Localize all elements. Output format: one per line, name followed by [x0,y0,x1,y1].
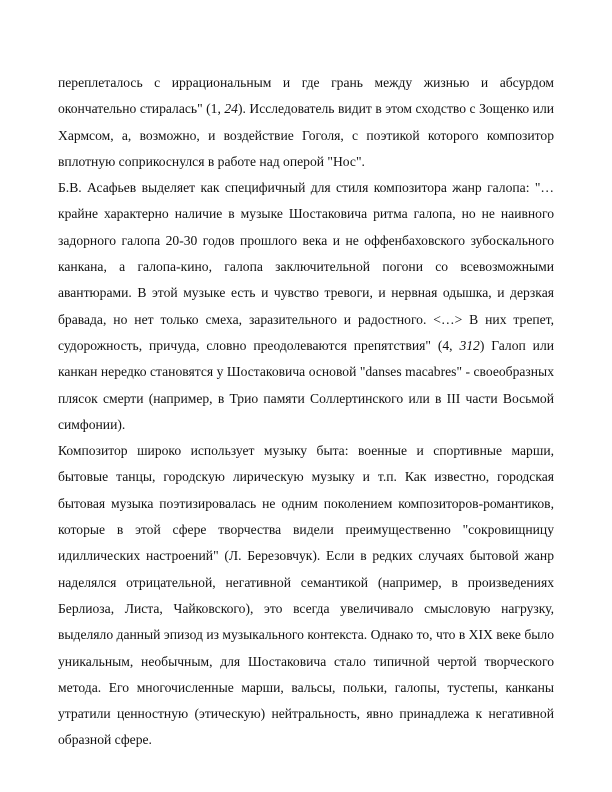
citation-page-24: 24 [224,101,238,117]
paragraph-3 [58,438,554,754]
paragraph-1 [58,70,554,175]
paragraph-2-text-b: ) Галоп или канкан нередко становятся у Шостаковича основой "danses macabres" - своеобразных плясок смерти (например, в Трио памяти Соллертинского или в III части Восьмой симфонии). [58,337,554,432]
citation-page-312: 312 [459,337,480,353]
body-text [58,70,554,754]
paragraph-2 [58,175,554,438]
paragraph-1-text-b: ). Исследователь видит в этом сходство с Зощенко или Хармсом, а, возможно, и воздействие Гоголя, с поэтикой которого композитор вплотную соприкоснулся в работе над оперой "Нос". [58,101,554,169]
paragraph-2-text-a: Б.В. Асафьев выделяет как специфичный для стиля композитора жанр галопа: "… крайне характерно наличие в музыке Шостаковича ритма галопа, но не наивного задорного галопа 20-30 годов прошлого века и не оффенбаховского зубоскального канкана, а галопа-кино, галопа заключительной погони со всевозможными авантюрами. В этой музыке есть и чувство тревоги, и нервная одышка, и дерзкая бравада, но нет только смеха, заразительного и радостного. <…> В них трепет, судорожность, причуда, словно преодолеваются препятствия" (4, [58,180,554,353]
paragraph-3-text: Композитор широко использует музыку быта: военные и спортивные марши, бытовые танцы, городскую лирическую музыку и т.п. Как известно, городская бытовая музыка поэтизировалась не одним поколением композиторов-романтиков, которые в этой сфере творчества видели преимущественно "сокровищницу идиллических настроений" (Л. Березовчук). Если в редких случаях бытовой жанр наделялся отрицательной, негативной семантикой (например, в произведениях Берлиоза, Листа, Чайковского), это всегда увеличивало смысловую нагрузку, выделяло данный эпизод из музыкального контекста. Однако то, что в XIX веке было уникальным, необычным, для Шостаковича стало типичной чертой творческого метода. Его многочисленные марши, вальсы, польки, галопы, тустепы, канканы утратили ценностную (этическую) нейтральность, явно принадлежа к негативной образной сфере. [58,443,554,748]
paragraph-1-text-a: переплеталось с иррациональным и где грань между жизнью и абсурдом окончательно стиралась" (1, [58,75,554,117]
